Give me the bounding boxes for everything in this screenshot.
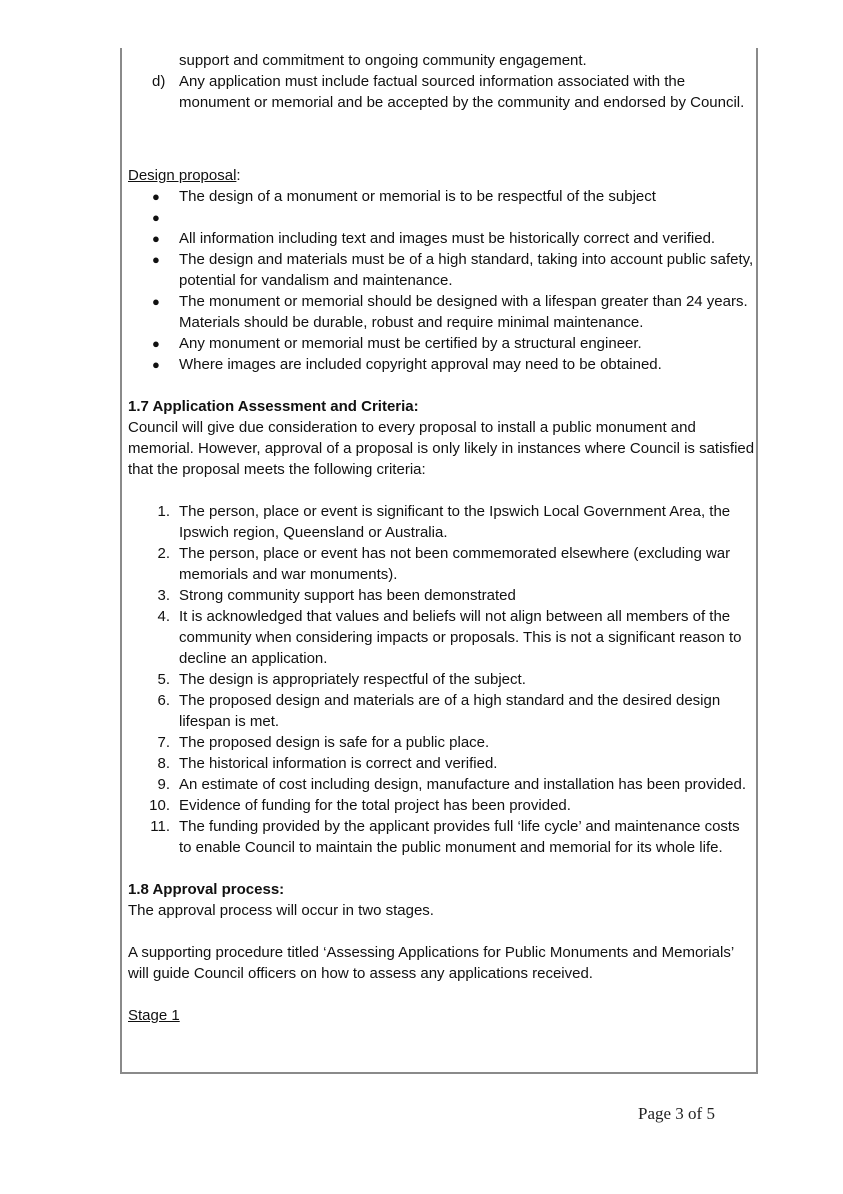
bullet-item	[128, 186, 756, 207]
design-proposal-heading	[128, 165, 756, 186]
section-1-8-paragraph-1: The approval process will occur in two stages.	[128, 902, 434, 919]
section-1-8-paragraph-2: A supporting procedure titled ‘Assessing Applications for Public Monuments and Memorials’ will guide Council officers on how to assess any applications received.	[128, 944, 734, 982]
bullet-icon: ●	[152, 294, 160, 309]
criteria-number: 6.	[157, 692, 170, 709]
section-1-7-intro: Council will give due consideration to every proposal to install a public monument and memorial. However, approval of a proposal is only likely in instances where Council is satisfied that the proposal meets the following criteria:	[128, 419, 755, 478]
document-body	[128, 50, 756, 1026]
list-item-c-continuation	[128, 50, 756, 71]
page-number: Page 3 of 5	[638, 1104, 715, 1123]
criteria-text: The proposed design is safe for a public place.	[179, 734, 490, 751]
criteria-item	[128, 501, 756, 543]
bullet-item	[128, 291, 756, 333]
bullet-item	[128, 207, 756, 228]
criteria-text: The funding provided by the applicant provides full ‘life cycle’ and maintenance costs to enable Council to maintain the public monument and memorial for its whole life.	[179, 818, 740, 856]
list-item-text: Any application must include factual sourced information associated with the monument or memorial and be accepted by the community and endorsed by Council.	[179, 73, 745, 111]
bullet-item	[128, 354, 756, 375]
criteria-item	[128, 690, 756, 732]
bullet-text: All information including text and images must be historically correct and verified.	[179, 230, 716, 247]
bullet-text: The design and materials must be of a high standard, taking into account public safety, potential for vandalism and maintenance.	[179, 251, 754, 289]
list-item-d	[128, 71, 756, 113]
criteria-text: Strong community support has been demonstrated	[179, 587, 516, 604]
criteria-text: The historical information is correct and verified.	[179, 755, 498, 772]
criteria-item	[128, 774, 756, 795]
list-marker: d)	[152, 73, 166, 90]
criteria-number: 3.	[157, 587, 170, 604]
design-proposal-colon: :	[236, 167, 241, 184]
criteria-number: 5.	[157, 671, 170, 688]
bullet-icon: ●	[152, 252, 160, 267]
criteria-item	[128, 543, 756, 585]
bullet-text: Where images are included copyright approval may need to be obtained.	[179, 356, 662, 373]
bullet-text: Any monument or memorial must be certified by a structural engineer.	[179, 335, 642, 352]
criteria-text: The design is appropriately respectful of the subject.	[179, 671, 526, 688]
bullet-text: The design of a monument or memorial is to be respectful of the subject	[179, 188, 656, 205]
criteria-number: 2.	[157, 545, 170, 562]
criteria-list	[128, 501, 756, 858]
bullet-item	[128, 249, 756, 291]
criteria-item	[128, 732, 756, 753]
bullet-item	[128, 228, 756, 249]
bullet-icon: ●	[152, 210, 160, 225]
design-proposal-title: Design proposal	[128, 167, 237, 184]
list-item-text: support and commitment to ongoing community engagement.	[179, 52, 587, 69]
criteria-item	[128, 585, 756, 606]
section-1-7-heading: 1.7 Application Assessment and Criteria:	[128, 398, 419, 415]
criteria-text: The proposed design and materials are of a high standard and the desired design lifespan is met.	[179, 692, 721, 730]
criteria-item	[128, 795, 756, 816]
bullet-item	[128, 333, 756, 354]
criteria-number: 4.	[157, 608, 170, 625]
bullet-icon: ●	[152, 357, 160, 372]
criteria-number: 11.	[150, 818, 170, 835]
criteria-text: Evidence of funding for the total project has been provided.	[179, 797, 571, 814]
design-proposal-list	[128, 186, 756, 375]
criteria-item	[128, 753, 756, 774]
criteria-item	[128, 669, 756, 690]
criteria-text: An estimate of cost including design, manufacture and installation has been provided.	[179, 776, 747, 793]
bullet-icon: ●	[152, 336, 160, 351]
criteria-item	[128, 606, 756, 669]
criteria-number: 1.	[157, 503, 170, 520]
criteria-text: It is acknowledged that values and beliefs will not align between all members of the community when considering impacts or proposals. This is not a significant reason to decline an application.	[179, 608, 742, 667]
criteria-number: 7.	[157, 734, 170, 751]
bullet-text: The monument or memorial should be designed with a lifespan greater than 24 years. Materials should be durable, robust and require minimal maintenance.	[179, 293, 748, 331]
bullet-icon: ●	[152, 231, 160, 246]
criteria-text: The person, place or event is significant to the Ipswich Local Government Area, the Ipswich region, Queensland or Australia.	[179, 503, 731, 541]
criteria-number: 8.	[157, 755, 170, 772]
bullet-icon: ●	[152, 189, 160, 204]
section-1-8-heading: 1.8 Approval process:	[128, 881, 285, 898]
stage-1-heading: Stage 1	[128, 1007, 180, 1024]
criteria-number: 10.	[149, 797, 170, 814]
criteria-text: The person, place or event has not been commemorated elsewhere (excluding war memorials and war monuments).	[179, 545, 731, 583]
criteria-number: 9.	[157, 776, 170, 793]
criteria-item	[128, 816, 756, 858]
